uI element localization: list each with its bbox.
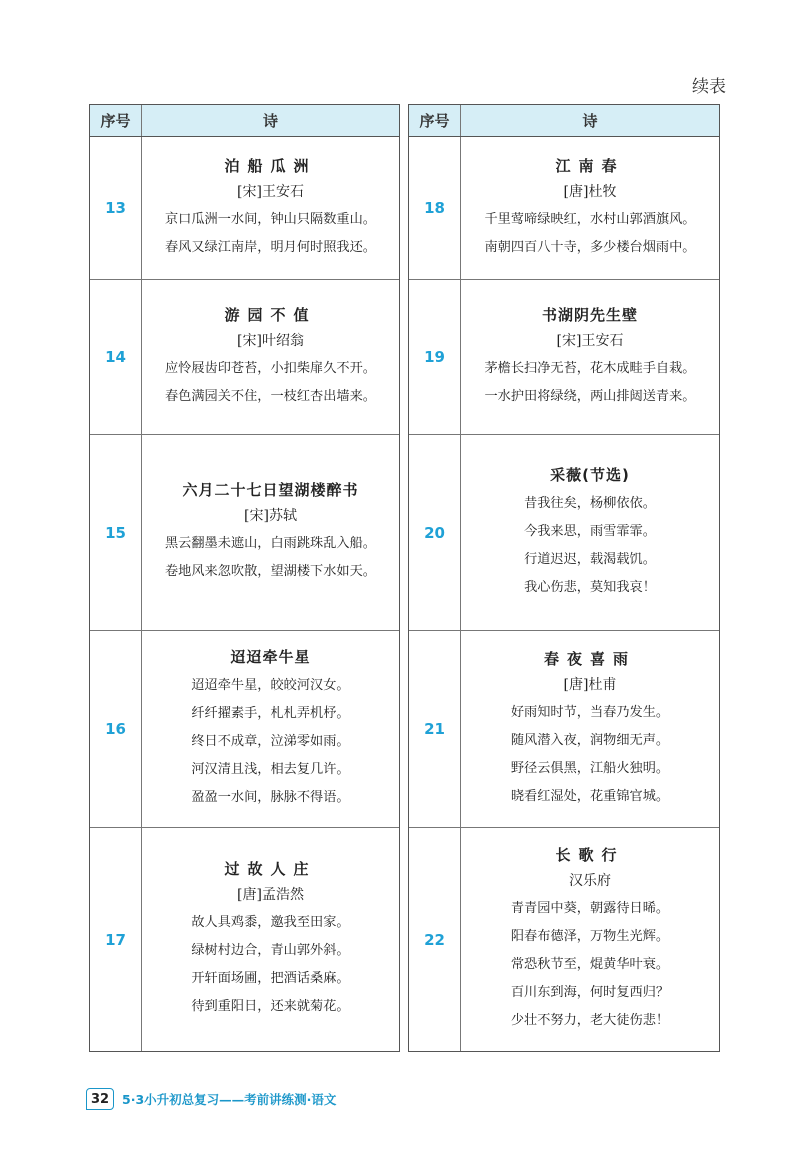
continued-label: 续表	[692, 77, 726, 97]
poem-line: 晓看红湿处，花重锦官城。	[510, 788, 670, 804]
table-row	[409, 280, 719, 435]
header-num: 序号	[90, 105, 142, 136]
poem-line: 卷地风来忽吹散，望湖楼下水如天。	[165, 564, 376, 579]
poem-line: 开轩面场圃，把酒话桑麻。	[191, 971, 350, 986]
poem-cell	[142, 828, 399, 1051]
poem-title: 长歌行	[555, 846, 625, 864]
row-number: 14	[90, 280, 142, 434]
poem-line: 茅檐长扫净无苔，花木成畦手自栽。	[484, 360, 696, 376]
row-number: 21	[409, 631, 461, 827]
row-number: 22	[409, 828, 461, 1051]
row-number: 20	[409, 435, 461, 630]
table-header	[90, 105, 399, 137]
poem-cell	[142, 435, 399, 630]
poem-title: 春夜喜雨	[543, 649, 636, 668]
poem-line: 少壮不努力，老大徒伤悲！	[510, 1013, 670, 1028]
poem-line: 今我来思，雨雪霏霏。	[524, 523, 656, 539]
poem-table-right	[408, 104, 720, 1052]
poem-cell	[142, 280, 399, 434]
poem-author: [唐]杜甫	[563, 676, 617, 693]
poem-line: 随风潜入夜，润物细无声。	[510, 732, 670, 748]
poem-title: 六月二十七日望湖楼醉书	[182, 481, 359, 499]
row-number: 17	[90, 828, 142, 1051]
poem-title: 书湖阴先生壁	[541, 305, 638, 324]
poem-line: 南朝四百八十寺，多少楼台烟雨中。	[484, 239, 696, 255]
poem-line: 黑云翻墨未遮山，白雨跳珠乱入船。	[165, 536, 376, 551]
poem-line: 千里莺啼绿映红，水村山郭酒旗风。	[484, 211, 696, 227]
header-num: 序号	[409, 105, 461, 136]
poem-line: 好雨知时节，当春乃发生。	[510, 704, 670, 720]
page-footer	[86, 1088, 336, 1110]
poem-line: 京口瓜洲一水间，钟山只隔数重山。	[165, 211, 376, 227]
poem-line: 故人具鸡黍，邀我至田家。	[191, 915, 350, 930]
poem-cell	[461, 137, 719, 279]
row-number: 13	[90, 137, 142, 279]
table-row	[409, 435, 719, 631]
header-poem: 诗	[582, 112, 598, 130]
table-row	[409, 828, 719, 1051]
poem-line: 绿树村边合，青山郭外斜。	[191, 943, 350, 958]
page-number: 32	[86, 1088, 114, 1110]
table-row	[90, 435, 399, 631]
poem-line: 迢迢牵牛星，皎皎河汉女。	[191, 678, 350, 693]
poem-author: [宋]王安石	[556, 332, 624, 349]
table-row	[409, 137, 719, 280]
poem-cell	[461, 631, 719, 827]
poem-author: [唐]孟浩然	[237, 887, 304, 903]
table-row	[90, 137, 399, 280]
poem-line: 应怜屐齿印苍苔，小扣柴扉久不开。	[165, 360, 376, 376]
poem-cell	[461, 280, 719, 434]
poem-line: 河汉清且浅，相去复几许。	[191, 762, 350, 777]
poem-line: 春色满园关不住，一枝红杏出墙来。	[165, 388, 376, 404]
poem-title: 泊船瓜洲	[224, 156, 317, 175]
poem-line: 我心伤悲，莫知我哀！	[524, 579, 656, 595]
poem-line: 终日不成章，泣涕零如雨。	[191, 734, 350, 749]
row-number: 19	[409, 280, 461, 434]
poem-line: 待到重阳日，还来就菊花。	[191, 999, 350, 1014]
poem-author: [宋]叶绍翁	[237, 332, 304, 349]
poem-title: 江南春	[555, 156, 625, 175]
poem-line: 纤纤擢素手，札札弄机杼。	[191, 706, 350, 721]
poem-author: [宋]苏轼	[244, 508, 297, 524]
poem-line: 春风又绿江南岸，明月何时照我还。	[165, 239, 376, 255]
row-number: 18	[409, 137, 461, 279]
poem-line: 昔我往矣，杨柳依依。	[524, 495, 656, 511]
footer-book-title: 5·3小升初总复习——考前讲练测·语文	[122, 1092, 337, 1107]
poem-cell	[461, 828, 719, 1051]
poem-line: 盈盈一水间，脉脉不得语。	[191, 790, 350, 805]
poem-title: 采薇(节选)	[550, 465, 630, 484]
table-header	[409, 105, 719, 137]
poem-line: 行道迟迟，载渴载饥。	[524, 551, 656, 567]
row-number: 16	[90, 631, 142, 827]
row-number: 15	[90, 435, 142, 630]
poem-line: 阳春布德泽，万物生光辉。	[510, 929, 670, 944]
poem-title: 过故人庄	[224, 860, 317, 878]
poem-line: 青青园中葵，朝露待日晞。	[510, 901, 670, 916]
poem-cell	[461, 435, 719, 630]
poem-author: [宋]王安石	[237, 183, 304, 200]
poem-title: 迢迢牵牛星	[230, 648, 311, 666]
poem-author: [唐]杜牧	[563, 183, 617, 200]
poem-table-left	[89, 104, 400, 1052]
table-row	[90, 828, 399, 1051]
poem-title: 游园不值	[224, 305, 317, 324]
poem-line: 野径云俱黑，江船火独明。	[510, 760, 670, 776]
table-row	[90, 280, 399, 435]
poem-cell	[142, 137, 399, 279]
poem-line: 一水护田将绿绕，两山排闼送青来。	[484, 388, 696, 404]
header-poem: 诗	[262, 112, 278, 130]
poem-cell	[142, 631, 399, 827]
table-row	[90, 631, 399, 828]
poem-line: 常恐秋节至，焜黄华叶衰。	[510, 957, 670, 972]
poem-line: 百川东到海，何时复西归？	[510, 985, 670, 1000]
poem-author: 汉乐府	[569, 873, 611, 889]
table-row	[409, 631, 719, 828]
